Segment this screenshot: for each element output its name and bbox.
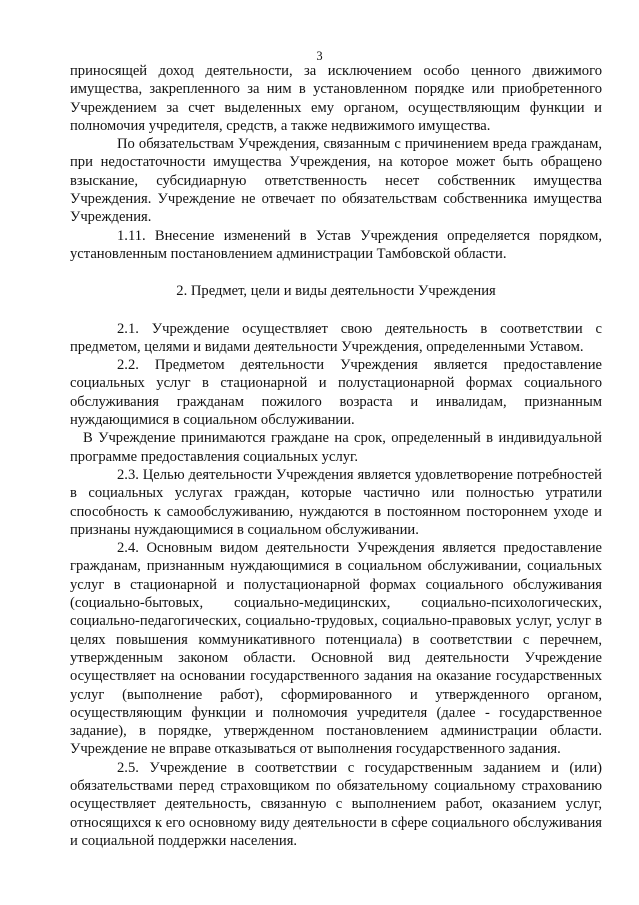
page-number: 3	[316, 49, 323, 63]
paragraph-2-2: 2.2. Предметом деятельности Учреждения является предоставление социальных услуг в стационарной и полустационарной формах социального обслуживания гражданам пожилого возраста и инвалидам, признанным нуждающимися в социальном обслуживании.	[70, 357, 602, 429]
section-heading-2: 2. Предмет, цели и виды деятельности Учреждения	[176, 283, 496, 300]
paragraph-2-4: 2.4. Основным видом деятельности Учреждения является предоставление гражданам, признанным нуждающимися в социальном обслуживании, социальных услуг в стационарной и полустационарной формах социального обслуживания (социально-бытовых, социально-медицинских, социально-психологических, социально-педагогических, социально-трудовых, социально-правовых услуг, услуг в целях повышения коммуникативного потенциала) в соответствии с перечнем, утвержденным законом области. Основной вид деятельности Учреждение осуществляет на основании государственного задания на оказание государственных услуг (выполнение работ), сформированного и утвержденного органом, осуществляющим функции и полномочия учредителя (далее - государственное задание), в порядке, утвержденном постановлением администрации области. Учреждение не вправе отказываться от выполнения государственного задания.	[70, 540, 602, 758]
paragraph-2-3: 2.3. Целью деятельности Учреждения является удовлетворение потребностей в социальных услугах граждан, которые частично или полностью утратили способность к самообслуживанию, нуждаются в постоянном постороннем уходе и признаны нуждающимися в социальном обслуживании.	[70, 466, 602, 538]
paragraph-liability: По обязательствам Учреждения, связанным с причинением вреда гражданам, при недостаточности имущества Учреждения, на которое может быть обращено взыскание, субсидиарную ответственность несет собственник имущества Учреждения. Учреждение не отвечает по обязательствам собственника имущества Учреждения.	[70, 136, 602, 226]
paragraph-2-5: 2.5. Учреждение в соответствии с государственным заданием и (или) обязательствами перед страховщиком по обязательному социальному страхованию осуществляет деятельность, связанную с выполнением работ, оказанием услуг, относящихся к его основному виду деятельности в сфере социального обслуживания и социальной поддержки населения.	[70, 759, 602, 849]
paragraph-1-11: 1.11. Внесение изменений в Устав Учреждения определяется порядком, установленным постановлением администрации Тамбовской области.	[70, 227, 602, 262]
paragraph-property-exceptions: приносящей доход деятельности, за исключением особо ценного движимого имущества, закрепленного за ним в установленном порядке или приобретенного Учреждением за счет выделенных ему органом, осуществляющим функции и полномочия учредителя, средств, а также недвижимого имущества.	[70, 63, 602, 134]
paragraph-2-1: 2.1. Учреждение осуществляет свою деятельность в соответствии с предметом, целями и видами деятельности Учреждения, определенными Уставом.	[70, 320, 602, 355]
paragraph-admission: В Учреждение принимаются граждане на срок, определенный в индивидуальной программе предоставления социальных услуг.	[70, 430, 602, 465]
document-body	[70, 62, 602, 850]
